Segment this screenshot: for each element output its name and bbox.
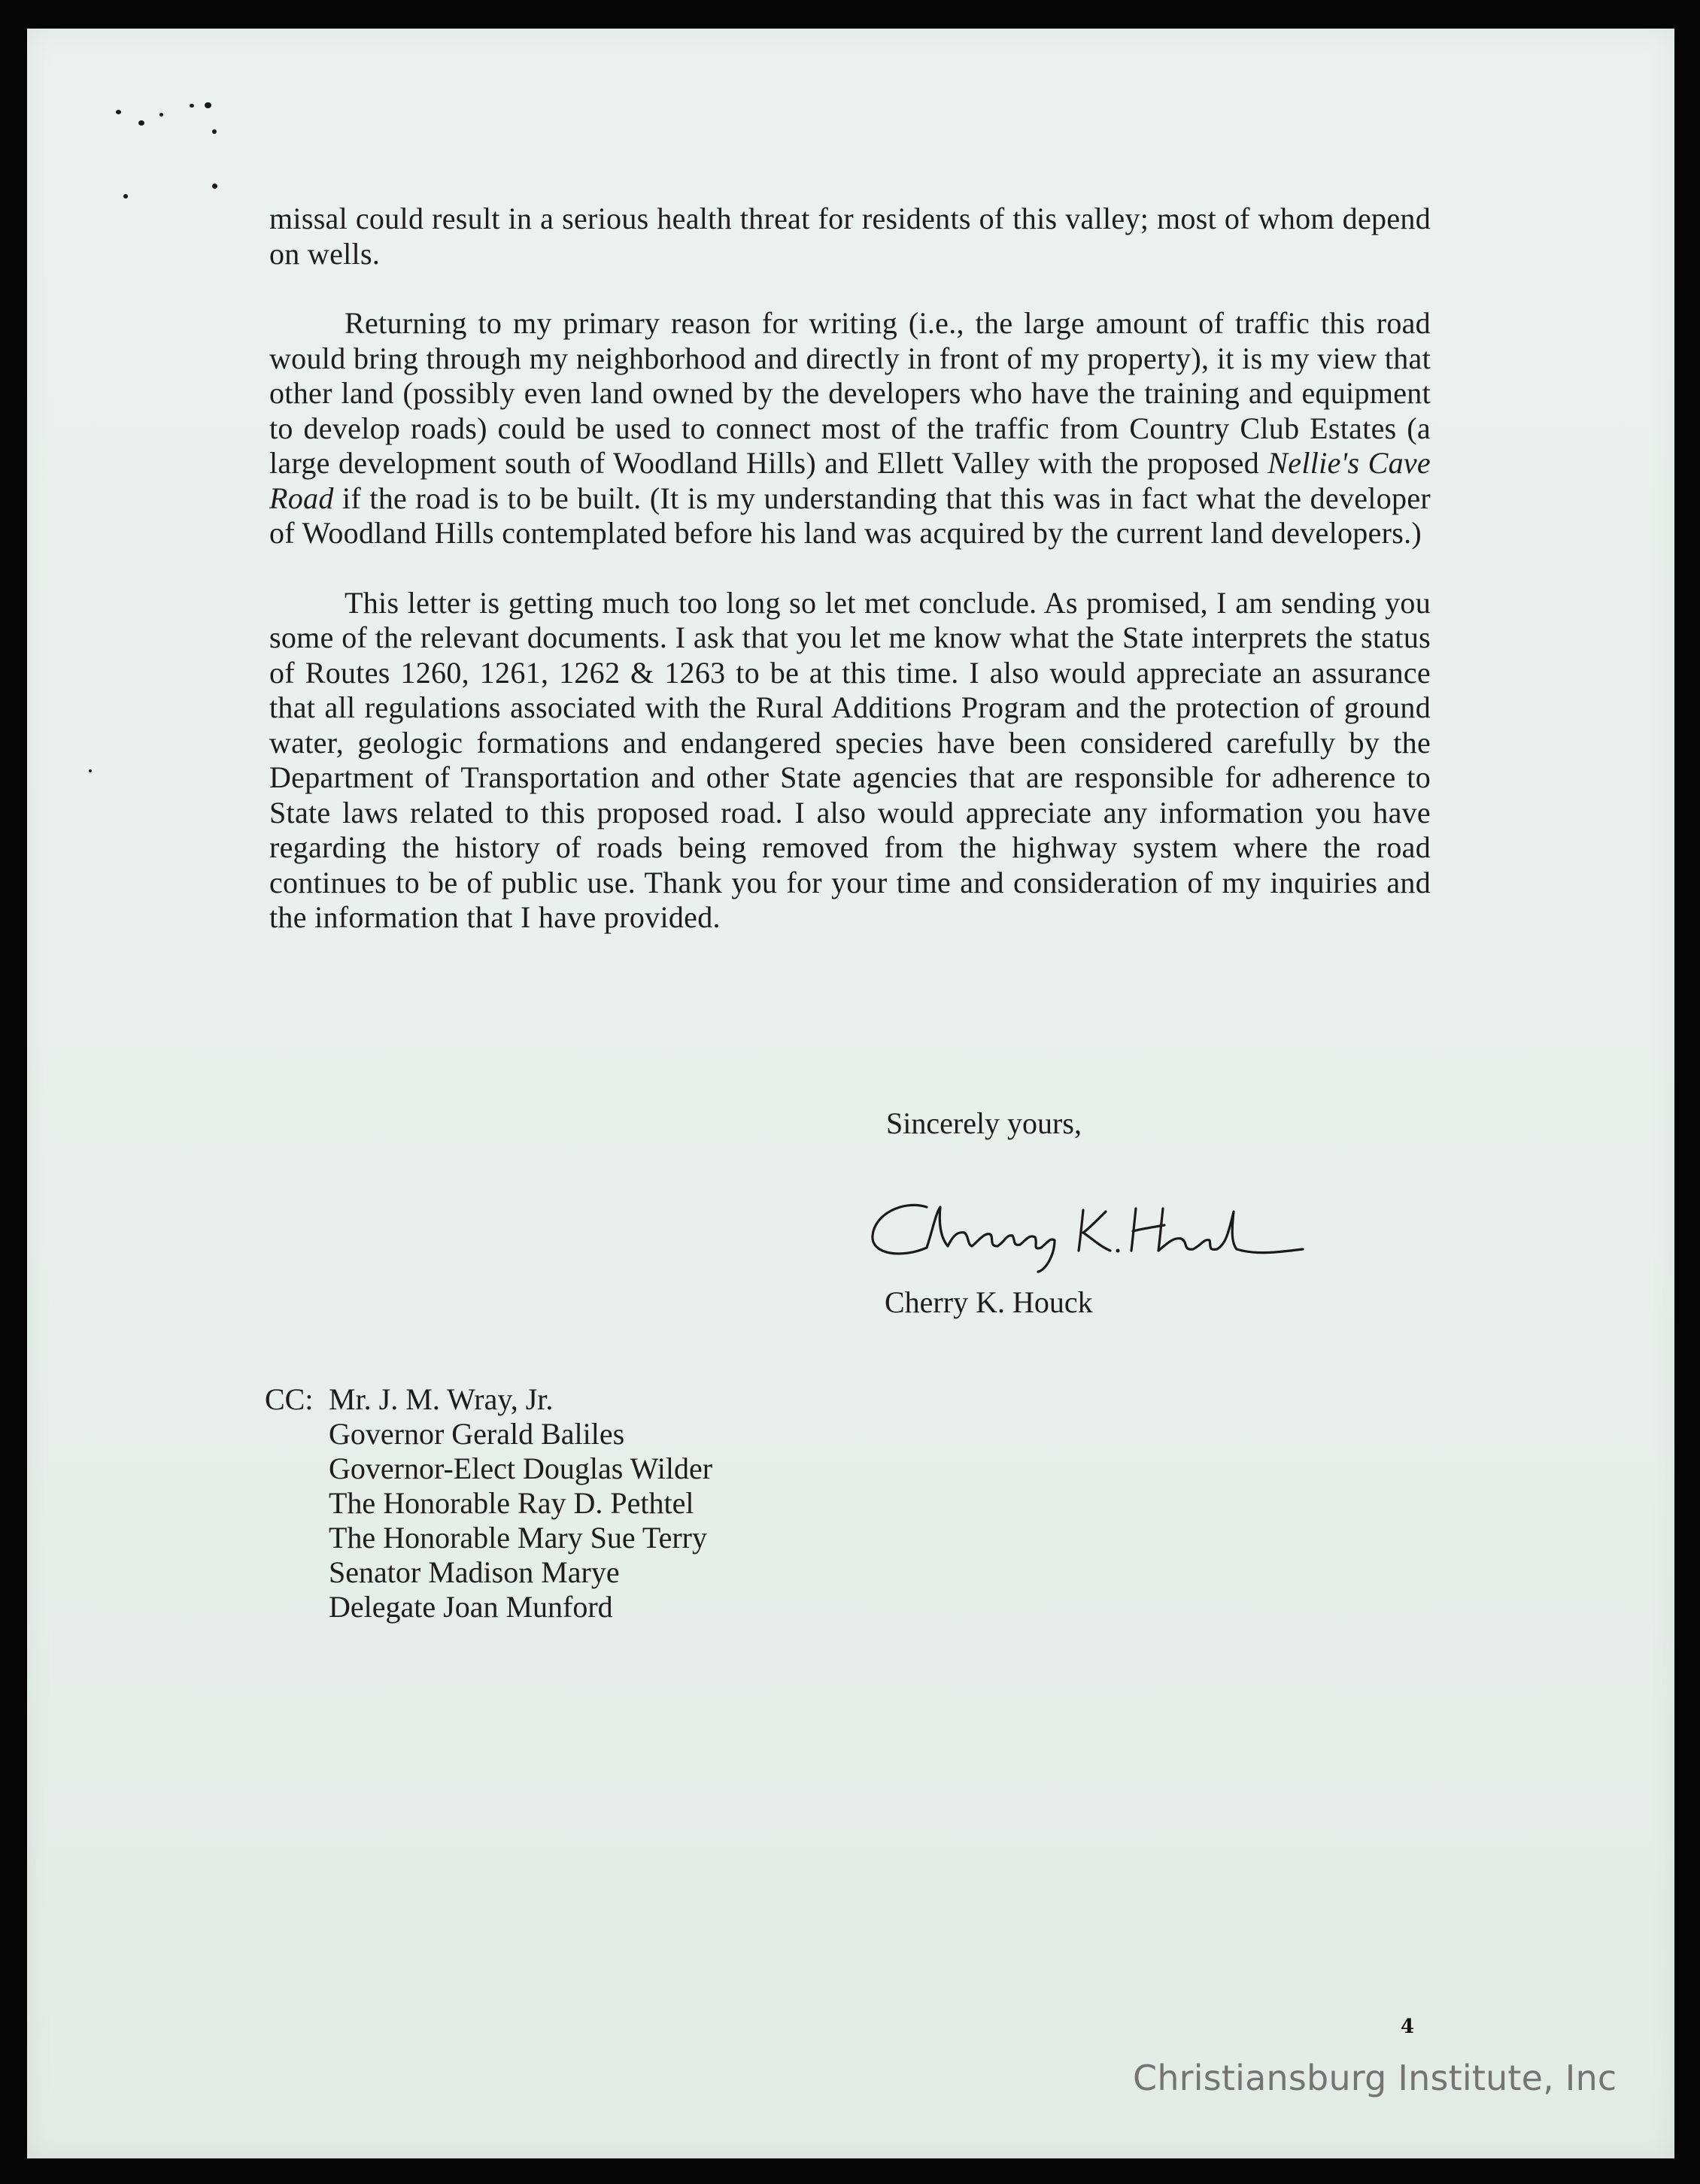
paper-speck [159, 113, 163, 117]
cc-recipient: Governor Gerald Baliles [329, 1417, 625, 1451]
cc-recipient: Senator Madison Marye [329, 1555, 620, 1589]
paragraph-traffic-text-start: Returning to my primary reason for writing (i.e., the large amount of traffic this road would bring through my neighborhood and directly in front of my property), it is my view that other land (possibly even land owned by the developers who have the training and equipment to develop roads) could be used to connect most of the traffic from Country Club Estates (a large development south of Woodland Hills) and Ellett Valley with the proposed [269, 306, 1431, 480]
paper-speck [116, 110, 121, 114]
cc-recipient-list [329, 1382, 712, 1624]
archive-watermark: Christiansburg Institute, Inc [1133, 2058, 1617, 2098]
handwritten-signature [858, 1177, 1309, 1275]
paragraph-conclusion: This letter is getting much too long so let met conclude. As promised, I am sending you some of the relevant documents. I ask that you let me know what the State interprets the status of Routes 1260, 1261, 1262 & 1263 to be at this time. I also would appreciate an assurance that all regulations associated with the Rural Additions Program and the protection of ground water, geologic formations and endangered species have been considered carefully by the Department of Transportation and other State agencies that are responsible for adherence to State laws related to this proposed road. I also would appreciate any information you have regarding the history of roads being removed from the highway system where the road continues to be of public use. Thank you for your time and consideration of my inquiries and the information that I have provided. [269, 585, 1431, 934]
page-number: 4 [1401, 2016, 1415, 2038]
cc-label: CC: [265, 1382, 314, 1416]
paper-speck [123, 194, 128, 199]
road-name-italic: Nellie's Cave Road [269, 446, 1431, 515]
paper-speck [89, 769, 92, 772]
cc-recipient: The Honorable Ray D. Pethtel [329, 1486, 694, 1520]
closing-salutation: Sincerely yours, [886, 1106, 1082, 1140]
paper-speck [212, 184, 217, 189]
letter-body [269, 202, 1431, 970]
cc-recipient: The Honorable Mary Sue Terry [329, 1521, 707, 1555]
cc-recipient: Delegate Joan Munford [329, 1590, 613, 1624]
paragraph-traffic-text-end: if the road is to be built. (It is my understanding that this was in fact what the developer of Woodland Hills contemplated before his land was acquired by the current land developers.) [269, 481, 1431, 550]
paper-speck [190, 104, 194, 108]
paper-speck [138, 120, 144, 126]
signer-name: Cherry K. Houck [885, 1285, 1093, 1319]
cc-block [265, 1382, 712, 1624]
cc-recipient: Mr. J. M. Wray, Jr. [329, 1382, 554, 1416]
paragraph-traffic [269, 306, 1431, 551]
cc-recipient: Governor-Elect Douglas Wilder [329, 1451, 713, 1485]
paper-speck [212, 129, 217, 134]
paper-speck [205, 102, 211, 108]
paragraph-continuation: missal could result in a serious health threat for residents of this valley; most of whom depend on wells. [269, 202, 1431, 271]
